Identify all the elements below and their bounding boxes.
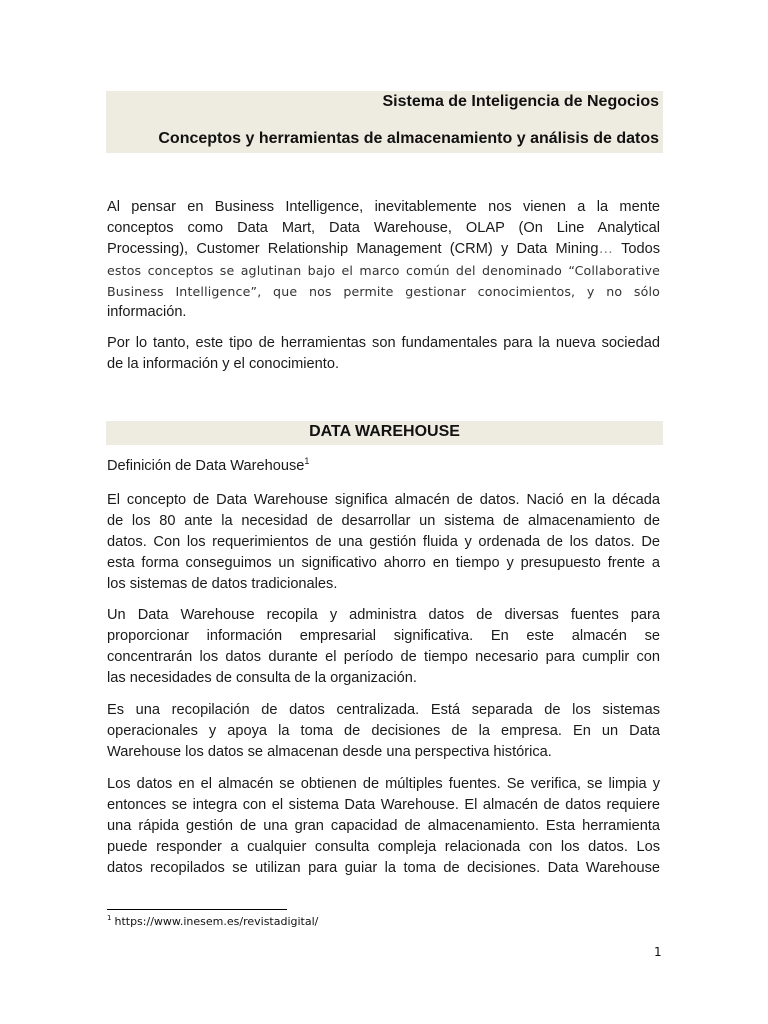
- text-line: las necesidades de consulta de la organización.: [107, 670, 417, 686]
- footnote-reference[interactable]: 1: [304, 456, 310, 467]
- text-line: operacionales y apoya la toma de decisiones de la empresa. En un Data: [107, 723, 660, 739]
- text-line: [107, 239, 660, 260]
- section-title: DATA WAREHOUSE: [309, 423, 460, 440]
- text-line: información.: [107, 304, 187, 320]
- text-line: estos conceptos se aglutinan bajo el marco común del denominado “Collaborative: [107, 263, 660, 278]
- body-paragraph: [107, 490, 660, 595]
- text-line: datos recopilados se utilizan para guiar la toma de decisiones. Data Warehouse: [107, 860, 660, 876]
- text-line: Un Data Warehouse recopila y administra datos de diversas fuentes para: [107, 607, 660, 623]
- body-paragraph: [107, 700, 660, 763]
- text-line: El concepto de Data Warehouse significa almacén de datos. Nació en la década: [107, 492, 660, 508]
- text-segment: Processing), Customer Relationship Management (CRM) y Data Mining: [107, 241, 599, 257]
- text-line: de la información y el conocimiento.: [107, 356, 339, 372]
- text-line: Warehouse los datos se almacenan desde una perspectiva histórica.: [107, 744, 552, 760]
- text-line: de los 80 ante la necesidad de desarrollar un sistema de almacenamiento de: [107, 513, 660, 529]
- footnote-separator: [107, 909, 287, 910]
- text-line: Los datos en el almacén se obtienen de múltiples fuentes. Se verifica, se limpia y: [107, 776, 660, 792]
- page-number: 1: [654, 945, 662, 959]
- text-line: Es una recopilación de datos centralizada. Está separada de los sistemas: [107, 702, 660, 718]
- footnote: [107, 915, 318, 928]
- text-line: conceptos como Data Mart, Data Warehouse, OLAP (On Line Analytical: [107, 220, 660, 236]
- text-line: Por lo tanto, este tipo de herramientas son fundamentales para la nueva sociedad: [107, 335, 660, 351]
- text-line: una rápida gestión de una gran capacidad de almacenamiento. Esta herramienta: [107, 818, 660, 834]
- text-line: proporcionar información empresarial significativa. En este almacén se: [107, 628, 660, 644]
- section-heading-box: [106, 421, 663, 445]
- ellipsis: …: [598, 241, 614, 257]
- text-line: concentrarán los datos durante el período de tiempo necesario para cumplir con: [107, 649, 660, 665]
- conclusion-paragraph: [107, 333, 660, 375]
- text-line: Business Intelligence”, que nos permite gestionar conocimientos, y no sólo: [107, 284, 660, 299]
- document-subtitle: Conceptos y herramientas de almacenamiento y análisis de datos: [158, 130, 659, 147]
- text-line: Al pensar en Business Intelligence, inevitablemente nos vienen a la mente: [107, 199, 660, 215]
- definition-heading: [107, 458, 309, 474]
- body-paragraph: [107, 605, 660, 689]
- document-title: Sistema de Inteligencia de Negocios: [382, 93, 659, 110]
- definition-heading-text: Definición de Data Warehouse: [107, 458, 305, 474]
- text-line: esta forma conseguimos un significativo ahorro en tiempo y presupuesto frente a: [107, 555, 660, 571]
- text-line: puede responder a cualquier consulta compleja relacionada con los datos. Los: [107, 839, 660, 855]
- footnote-link[interactable]: https://www.inesem.es/revistadigital/: [114, 915, 319, 928]
- footnote-number: 1: [107, 914, 112, 923]
- text-segment: Todos: [613, 241, 661, 257]
- text-line: entonces se integra con el sistema Data Warehouse. El almacén de datos requiere: [107, 797, 660, 813]
- intro-paragraph: [107, 197, 660, 323]
- text-line: los sistemas de datos tradicionales.: [107, 576, 338, 592]
- body-paragraph: [107, 774, 660, 879]
- title-box: [106, 91, 663, 153]
- text-line: datos. Con los requerimientos de una gestión fluida y ordenada de los datos. De: [107, 534, 660, 550]
